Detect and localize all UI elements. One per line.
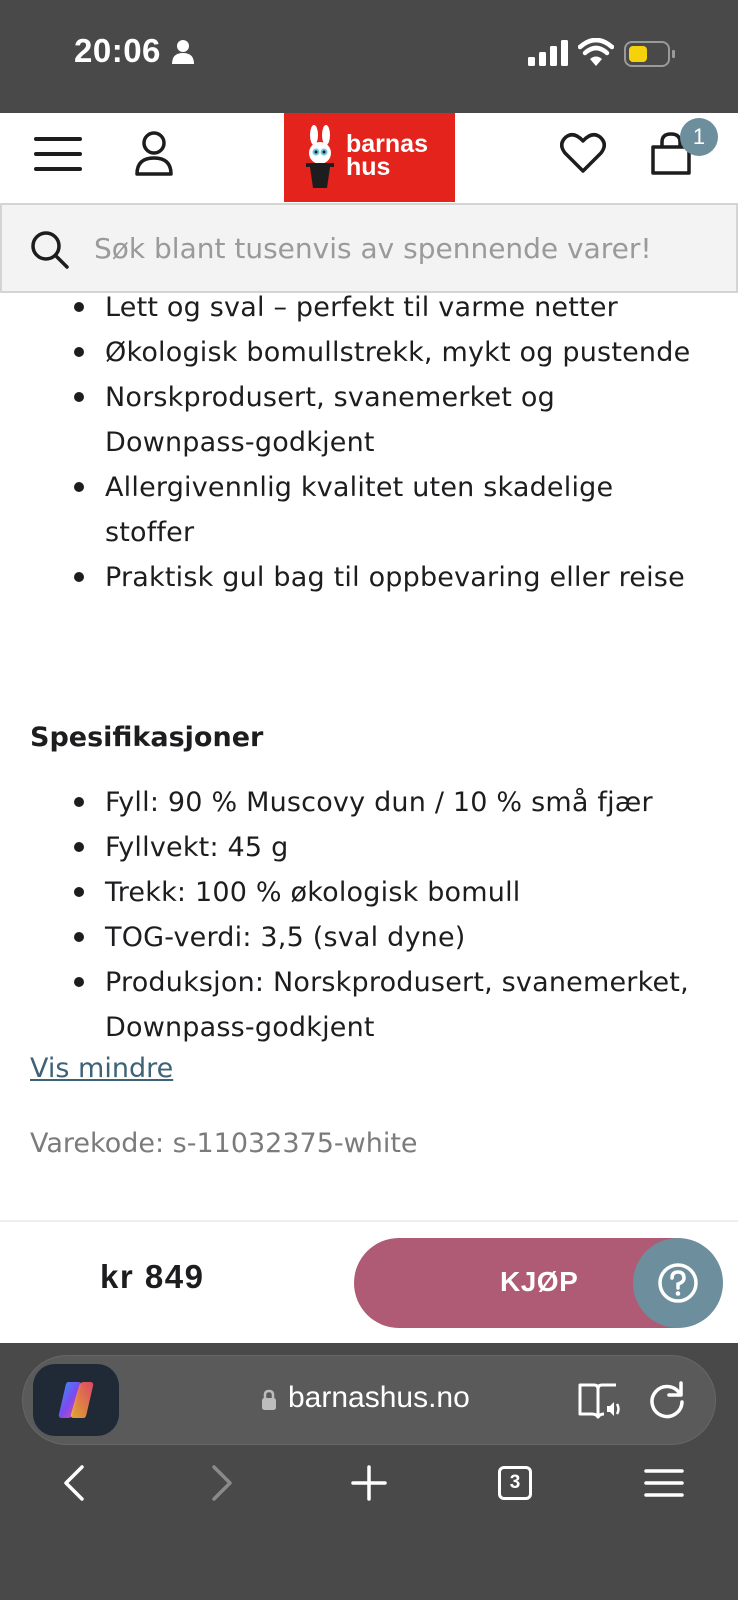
copilot-button[interactable] <box>33 1364 119 1436</box>
url-text[interactable]: barnashus.no <box>288 1381 470 1414</box>
feature-list <box>0 285 738 600</box>
spec-list <box>0 780 738 1050</box>
spec-heading: Spesifikasjoner <box>30 722 264 753</box>
wishlist-heart-icon[interactable] <box>560 132 606 178</box>
hamburger-menu-icon[interactable] <box>34 137 82 177</box>
account-icon[interactable] <box>134 131 174 181</box>
search-input[interactable] <box>0 203 738 293</box>
reload-icon[interactable] <box>647 1380 687 1424</box>
logo-text <box>346 130 428 181</box>
logo-text-line1: barnas <box>346 130 428 158</box>
cart-count-badge: 1 <box>680 118 718 156</box>
buy-bar <box>0 1220 738 1343</box>
search-icon <box>30 230 70 274</box>
copilot-icon <box>54 1378 98 1422</box>
lock-icon <box>261 1389 277 1415</box>
question-icon <box>657 1262 699 1304</box>
site-header <box>0 113 738 202</box>
list-item: Lett og sval – perfekt til varme netter <box>0 285 738 330</box>
list-item: Allergivennlig kvalitet uten skadelige stoffer <box>0 465 738 555</box>
person-icon <box>172 40 194 68</box>
search-placeholder: Søk blant tusenvis av spennende varer! <box>94 232 652 265</box>
list-item: Fyllvekt: 45 g <box>0 825 738 870</box>
rabbit-logo-icon <box>300 125 340 193</box>
forward-arrow-icon[interactable] <box>210 1463 234 1507</box>
list-item: Norskprodusert, svanemerket og Downpass-godkjent <box>0 375 738 465</box>
barnashus-logo[interactable] <box>284 113 455 202</box>
browser-chrome <box>0 1343 738 1600</box>
wifi-icon <box>578 38 614 70</box>
logo-text-line2: hus <box>346 153 391 181</box>
browser-menu-icon[interactable] <box>644 1463 684 1507</box>
status-time: 20:06 <box>74 32 161 69</box>
list-item: Fyll: 90 % Muscovy dun / 10 % små fjær <box>0 780 738 825</box>
list-item: Økologisk bomullstrekk, mykt og pustende <box>0 330 738 375</box>
browser-toolbar <box>0 1463 738 1523</box>
list-item: Produksjon: Norskprodusert, svanemerket, Downpass-godkjent <box>0 960 738 1050</box>
back-arrow-icon[interactable] <box>62 1463 86 1507</box>
list-item: Trekk: 100 % økologisk bomull <box>0 870 738 915</box>
help-button[interactable] <box>633 1238 723 1328</box>
address-bar[interactable] <box>22 1355 716 1445</box>
signal-icon <box>528 40 568 70</box>
battery-icon <box>624 41 676 71</box>
reader-aloud-icon[interactable] <box>578 1382 622 1424</box>
list-item: TOG-verdi: 3,5 (sval dyne) <box>0 915 738 960</box>
buy-button-label: KJØP <box>500 1266 579 1297</box>
list-item: Praktisk gul bag til oppbevaring eller reise <box>0 555 738 600</box>
tab-count-button[interactable]: 3 <box>498 1466 532 1500</box>
show-less-link[interactable]: Vis mindre <box>30 1053 174 1084</box>
new-tab-plus-icon[interactable] <box>350 1463 388 1507</box>
status-bar <box>0 0 738 113</box>
product-sku: Varekode: s-11032375-white <box>30 1128 418 1159</box>
product-price: kr 849 <box>100 1258 205 1295</box>
